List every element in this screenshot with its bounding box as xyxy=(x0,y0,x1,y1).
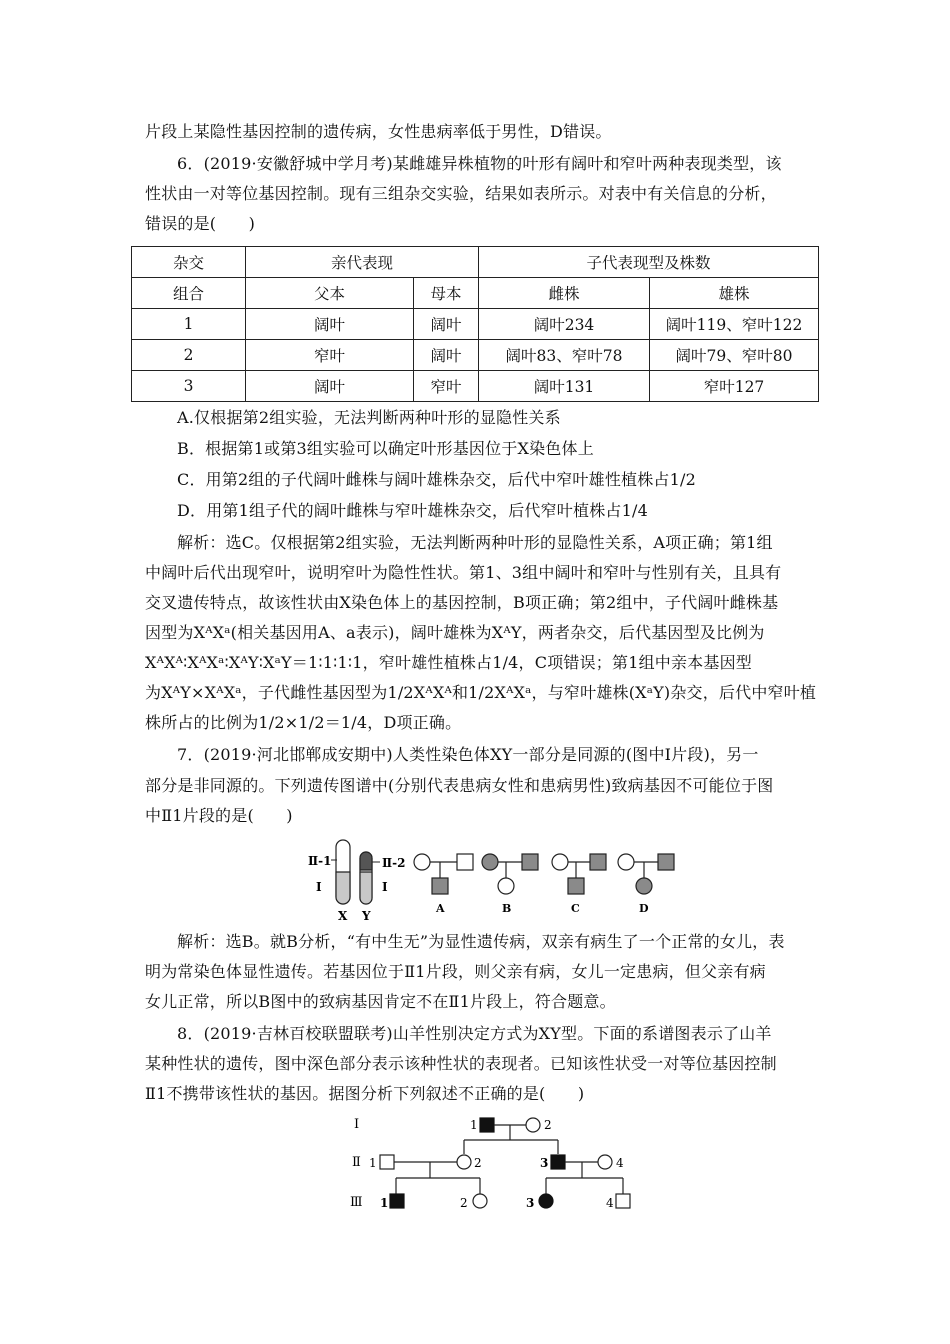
chromosome-pedigree-figure xyxy=(300,838,690,922)
table-cell: 阔叶83、窄叶78 xyxy=(479,340,650,371)
option-d: D．用第1组子代的阔叶雌株与窄叶雄株杂交，后代窄叶植株占1/4 xyxy=(177,501,648,520)
table-cell: 阔叶 xyxy=(414,340,479,371)
table-cell: 阔叶79、窄叶80 xyxy=(650,340,819,371)
generation-II-label: Ⅱ xyxy=(352,1155,361,1170)
table-header-parent: 亲代表现 xyxy=(246,247,479,278)
option-c: C．用第2组的子代阔叶雌株与阔叶雄株杂交，后代中窄叶雄性植株占1/2 xyxy=(177,470,696,489)
pedigree-I-2 xyxy=(526,1118,540,1132)
label-I-left: Ⅰ xyxy=(316,880,322,894)
pedigree-II-1 xyxy=(380,1155,394,1169)
number-label: 1 xyxy=(369,1156,377,1170)
table-header-male: 雄株 xyxy=(650,278,819,309)
answer-6-line: 株所占的比例为1/2×1/2＝1/4，D项正确。 xyxy=(145,713,462,732)
y-homologous-segment xyxy=(360,872,372,904)
table-row xyxy=(132,309,819,340)
table-header-mother: 母本 xyxy=(414,278,479,309)
number-label: 2 xyxy=(474,1156,482,1170)
answer-6-line: 为XᴬY×XᴬXᵃ，子代雌性基因型为1/2XᴬXᴬ和1/2XᴬXᵃ，与窄叶雄株(XᵃY)杂交，后代中窄叶植 xyxy=(145,683,817,702)
table-cell: 阔叶 xyxy=(414,309,479,340)
label-II-1: Ⅱ-1 xyxy=(308,854,332,868)
pedigree-III-4 xyxy=(616,1194,630,1208)
label-I-right: Ⅰ xyxy=(382,880,388,894)
number-label: 2 xyxy=(460,1196,468,1210)
label-C: C xyxy=(571,902,580,915)
table-cell: 3 xyxy=(132,371,246,402)
table-cell: 阔叶 xyxy=(246,371,414,402)
label-II-2: Ⅱ-2 xyxy=(382,856,406,870)
table-cell: 阔叶131 xyxy=(479,371,650,402)
pedigree-a xyxy=(414,854,473,915)
label-D: D xyxy=(639,902,649,915)
question-8-line: Ⅱ1不携带该性状的基因。据图分析下列叙述不正确的是( ) xyxy=(145,1084,585,1103)
answer-7-line: 明为常染色体显性遗传。若基因位于Ⅱ1片段，则父亲有病，女儿一定患病，但父亲有病 xyxy=(145,962,766,981)
number-label: 1 xyxy=(380,1196,389,1210)
question-8-line: 某种性状的遗传，图中深色部分表示该种性状的表现者。已知该性状受一对等位基因控制 xyxy=(145,1054,777,1073)
answer-7-line: 解析：选B。就B分析，“有中生无”为显性遗传病，双亲有病生了一个正常的女儿，表 xyxy=(177,932,785,951)
table-header-group: 组合 xyxy=(132,278,246,309)
table-row xyxy=(132,371,819,402)
question-6-line: 性状由一对等位基因控制。现有三组杂交实验，结果如表所示。对表中有关信息的分析， xyxy=(145,184,777,203)
table-cell: 1 xyxy=(132,309,246,340)
answer-6-line: 中阔叶后代出现窄叶，说明窄叶为隐性性状。第1、3组中阔叶和窄叶与性别有关，且具有 xyxy=(145,563,782,582)
option-b: B．根据第1或第3组实验可以确定叶形基因位于X染色体上 xyxy=(177,439,594,458)
pedigree-III-2 xyxy=(473,1194,487,1208)
table-cell: 窄叶 xyxy=(414,371,479,402)
pedigree-d xyxy=(618,854,674,915)
label-B: B xyxy=(502,902,512,915)
x-homologous-segment xyxy=(336,872,350,904)
question-8-line: 8．(2019·吉林百校联盟联考)山羊性别决定方式为XY型。下面的系谱图表示了山羊 xyxy=(177,1024,772,1043)
table-cell: 窄叶127 xyxy=(650,371,819,402)
cross-results-table xyxy=(131,246,819,402)
y-nonhomologous-segment xyxy=(360,852,372,870)
answer-6-line: XᴬXᴬ∶XᴬXᵃ∶XᴬY∶XᵃY＝1∶1∶1∶1，窄叶雄性植株占1/4，C项错误；第1组中亲本基因型 xyxy=(145,653,752,672)
generation-I-label: Ⅰ xyxy=(354,1117,360,1132)
table-cell: 阔叶119、窄叶122 xyxy=(650,309,819,340)
table-cell: 窄叶 xyxy=(246,340,414,371)
label-Y: Y xyxy=(362,909,371,922)
number-label: 3 xyxy=(526,1196,535,1210)
number-label: 2 xyxy=(544,1118,552,1132)
generation-III-label: Ⅲ xyxy=(350,1195,363,1210)
pedigree-c xyxy=(552,854,606,915)
table-cell: 2 xyxy=(132,340,246,371)
question-7-line: 中Ⅱ1片段的是( ) xyxy=(145,806,293,825)
number-label: 4 xyxy=(616,1156,624,1170)
answer-6-line: 因型为XᴬXᵃ(相关基因用A、a表示)，阔叶雄株为XᴬY，两者杂交，后代基因型及比例为 xyxy=(145,623,765,642)
goat-pedigree-figure xyxy=(340,1110,660,1214)
label-A: A xyxy=(436,902,445,915)
question-6-line: 6．(2019·安徽舒城中学月考)某雌雄异株植物的叶形有阔叶和窄叶两种表现类型，该 xyxy=(177,154,782,173)
answer-6-line: 解析：选C。仅根据第2组实验，无法判断两种叶形的显隐性关系，A项正确；第1组 xyxy=(177,533,773,552)
question-7-line: 7．(2019·河北邯郸成安期中)人类性染色体XY一部分是同源的(图中Ⅰ片段)，另一 xyxy=(177,745,759,764)
number-label: 4 xyxy=(606,1196,614,1210)
table-header-offspring: 子代表现型及株数 xyxy=(479,247,819,278)
option-a: A.仅根据第2组实验，无法判断两种叶形的显隐性关系 xyxy=(177,408,561,427)
table-cell: 阔叶234 xyxy=(479,309,650,340)
number-label: 3 xyxy=(540,1156,549,1170)
table-header-female: 雌株 xyxy=(479,278,650,309)
table-header-father: 父本 xyxy=(246,278,414,309)
answer-6-line: 交叉遗传特点，故该性状由X染色体上的基因控制，B项正确；第2组中，子代阔叶雌株基 xyxy=(145,593,779,612)
question-7-line: 部分是非同源的。下列遗传图谱中(分别代表患病女性和患病男性)致病基因不可能位于图 xyxy=(145,776,774,795)
table-header-cross: 杂交 xyxy=(132,247,246,278)
pedigree-III-1 xyxy=(390,1194,404,1208)
label-X: X xyxy=(338,909,348,922)
pedigree-II-4 xyxy=(598,1155,612,1169)
answer-7-line: 女儿正常，所以B图中的致病基因肯定不在Ⅱ1片段上，符合题意。 xyxy=(145,992,616,1011)
pedigree-II-2 xyxy=(457,1155,471,1169)
pedigree-III-3 xyxy=(539,1194,553,1208)
table-cell: 阔叶 xyxy=(246,309,414,340)
number-label: 1 xyxy=(470,1118,478,1132)
pedigree-I-1 xyxy=(480,1118,494,1132)
text-line: 片段上某隐性基因控制的遗传病，女性患病率低于男性，D错误。 xyxy=(145,122,612,141)
table-row xyxy=(132,340,819,371)
question-6-line: 错误的是( ) xyxy=(145,214,256,233)
pedigree-b xyxy=(482,854,538,915)
pedigree-II-3 xyxy=(551,1155,565,1169)
